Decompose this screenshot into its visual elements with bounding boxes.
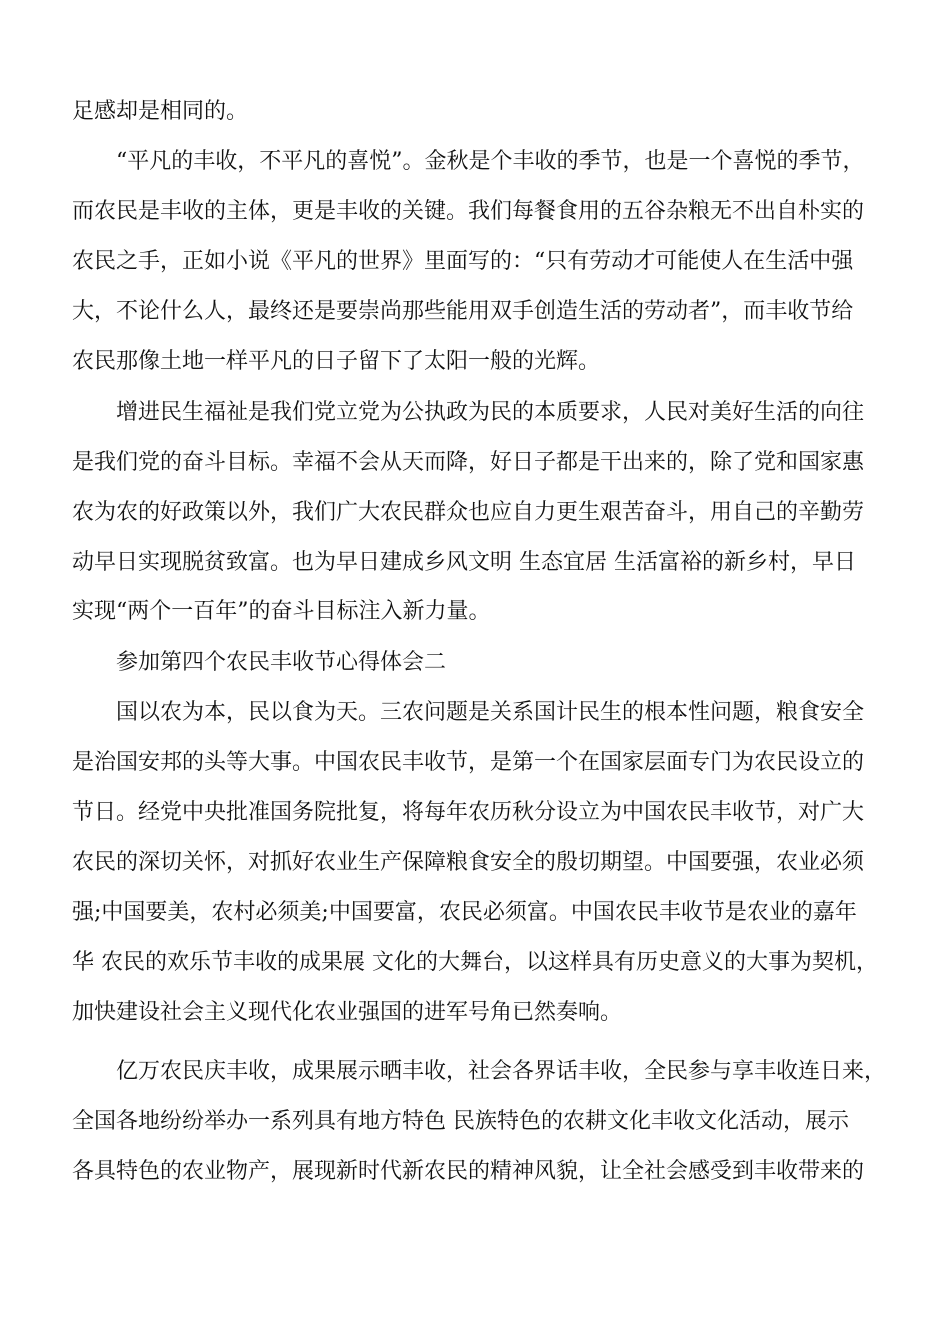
paragraph-line: 农民那像土地一样平凡的日子留下了太阳一般的光辉。 <box>72 349 601 374</box>
paragraph-line: 大，不论什么人，最终还是要崇尚那些能用双手创造生活的劳动者”，而丰收节给 <box>72 299 854 324</box>
paragraph-line: 实现“两个一百年”的奋斗目标注入新力量。 <box>72 599 491 624</box>
paragraph-line: 亿万农民庆丰收，成果展示晒丰收，社会各界话丰收，全民参与享丰收连日来， <box>116 1059 887 1084</box>
paragraph-line: 增进民生福祉是我们党立党为公执政为民的本质要求，人民对美好生活的向往 <box>116 400 865 425</box>
paragraph-line: 强;中国要美，农村必须美;中国要富，农民必须富。中国农民丰收节是农业的嘉年 <box>72 900 857 925</box>
paragraph-line: 动早日实现脱贫致富。也为早日建成乡风文明 生态宜居 生活富裕的新乡村，早日 <box>72 550 856 575</box>
paragraph-line: 加快建设社会主义现代化农业强国的进军号角已然奏响。 <box>72 1000 623 1025</box>
section-heading: 参加第四个农民丰收节心得体会二 <box>116 650 447 675</box>
paragraph-line: 而农民是丰收的主体，更是丰收的关键。我们每餐食用的五谷杂粮无不出自朴实的 <box>72 199 865 224</box>
paragraph-line: 各具特色的农业物产，展现新时代新农民的精神风貌，让全社会感受到丰收带来的 <box>72 1159 865 1184</box>
paragraph-line: 是治国安邦的头等大事。中国农民丰收节，是第一个在国家层面专门为农民设立的 <box>72 750 865 775</box>
paragraph-line: 国以农为本，民以食为天。三农问题是关系国计民生的根本性问题，粮食安全 <box>116 700 865 725</box>
paragraph-line: 节日。经党中央批准国务院批复，将每年农历秋分设立为中国农民丰收节，对广大 <box>72 800 865 825</box>
paragraph-line: 是我们党的奋斗目标。幸福不会从天而降，好日子都是干出来的，除了党和国家惠 <box>72 450 865 475</box>
paragraph-line: 农民的深切关怀，对抓好农业生产保障粮食安全的殷切期望。中国要强，农业必须 <box>72 850 865 875</box>
paragraph-line: 农民之手，正如小说《平凡的世界》里面写的：“只有劳动才可能使人在生活中强 <box>72 249 854 274</box>
paragraph-line: 华 农民的欢乐节丰收的成果展 文化的大舞台，以这样具有历史意义的大事为契机， <box>72 950 878 975</box>
paragraph-line: 全国各地纷纷举办一系列具有地方特色 民族特色的农耕文化丰收文化活动，展示 <box>72 1109 849 1134</box>
paragraph-line: “平凡的丰收，不平凡的喜悦”。金秋是个丰收的季节，也是一个喜悦的季节， <box>116 149 865 174</box>
paragraph-line: 农为农的好政策以外，我们广大农民群众也应自力更生艰苦奋斗，用自己的辛勤劳 <box>72 500 865 525</box>
paragraph-line: 足感却是相同的。 <box>72 99 249 124</box>
